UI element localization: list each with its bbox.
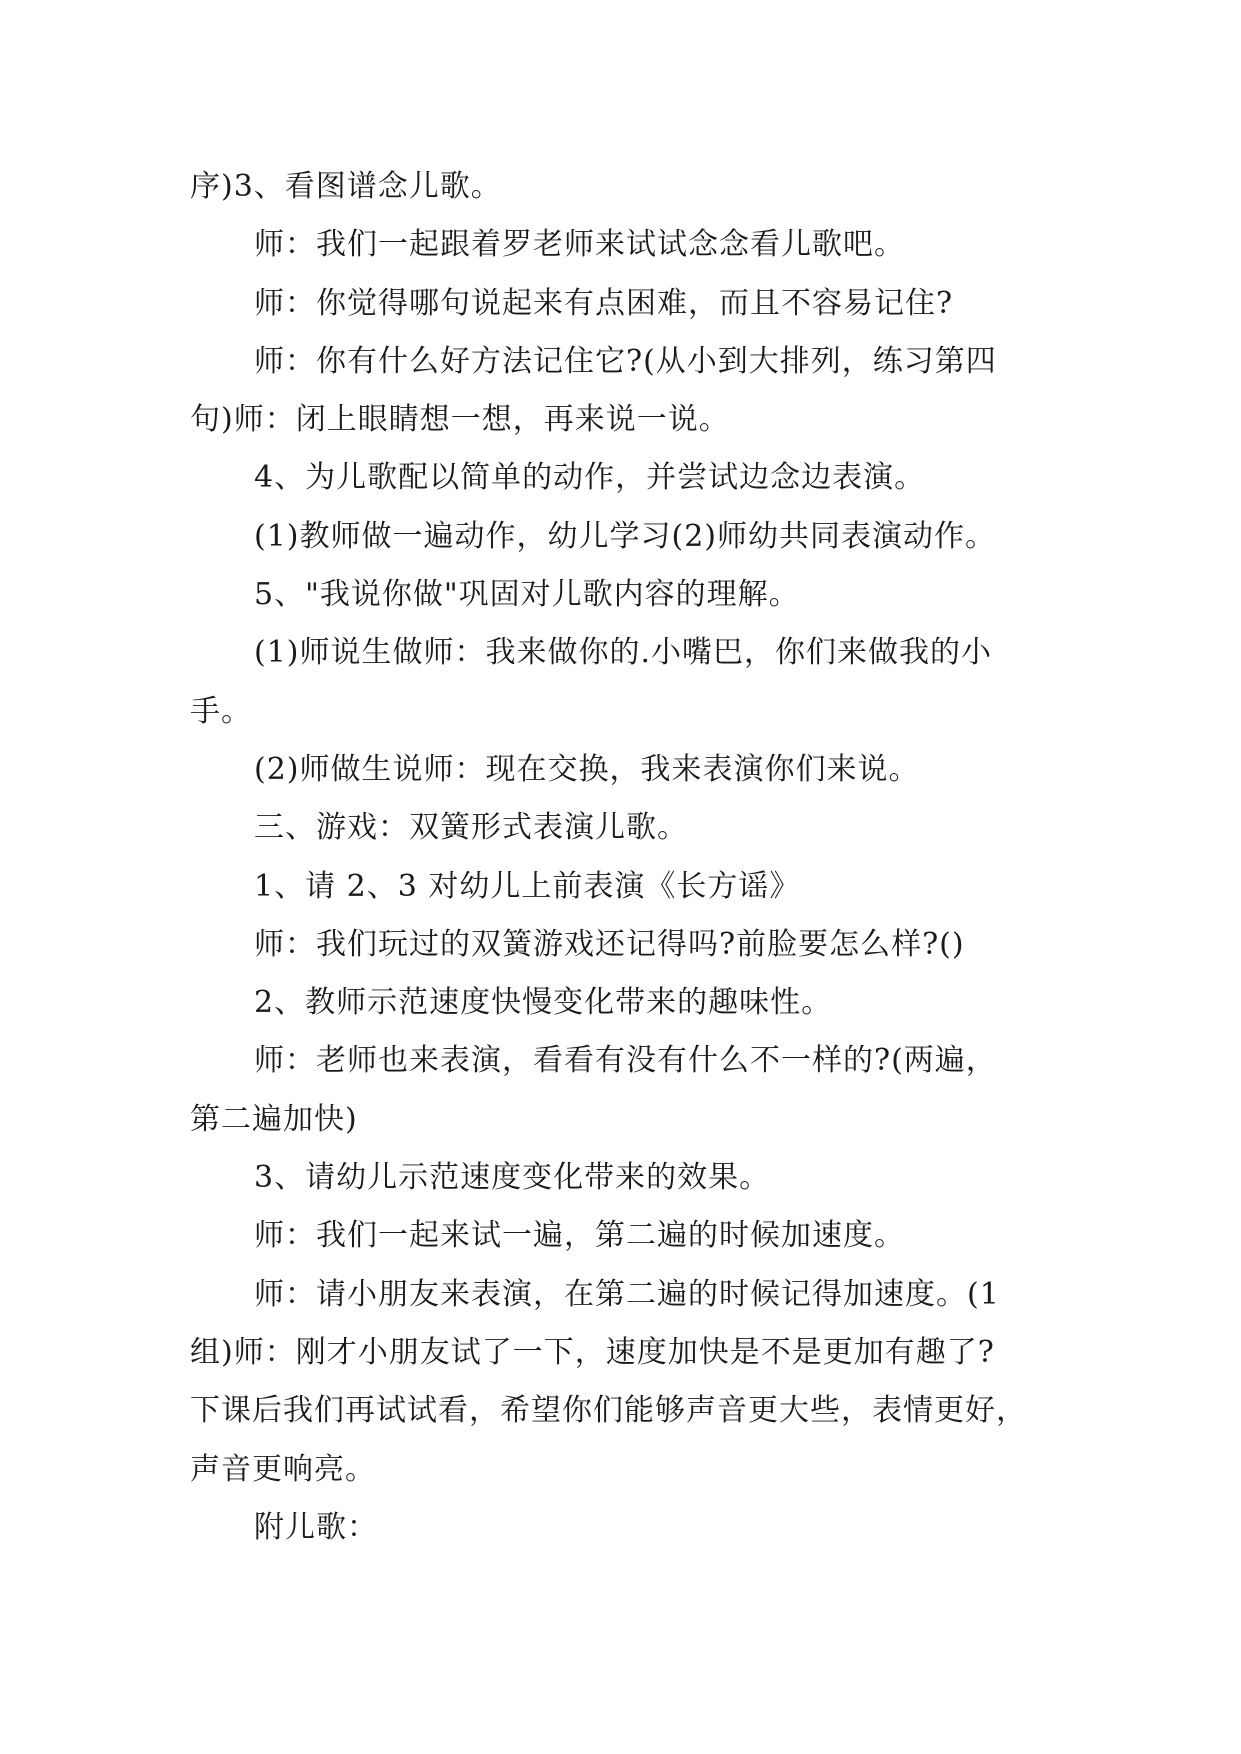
text-line: 5、"我说你做"巩固对儿歌内容的理解。 — [254, 577, 800, 613]
text-line: 三、游戏：双簧形式表演儿歌。 — [254, 810, 688, 846]
text-line: 句)师：闭上眼睛想一想，再来说一说。 — [190, 402, 730, 438]
text-line: (1)师说生做师：我来做你的.小嘴巴，你们来做我的小 — [254, 635, 993, 671]
document-body — [190, 158, 1070, 1557]
text-line: (1)教师做一遍动作，幼儿学习(2)师幼共同表演动作。 — [254, 518, 996, 554]
text-line: 附儿歌： — [254, 1509, 378, 1545]
text-line: 师：你有什么好方法记住它?(从小到大排列，练习第四 — [254, 343, 997, 379]
text-line: 组)师：刚才小朋友试了一下，速度加快是不是更加有趣了? — [190, 1334, 995, 1370]
text-line: 2、教师示范速度快慢变化带来的趣味性。 — [254, 985, 833, 1021]
text-line: 师：请小朋友来表演，在第二遍的时候记得加速度。(1 — [254, 1276, 1000, 1312]
text-line: 师：老师也来表演，看看有没有什么不一样的?(两遍， — [254, 1043, 997, 1079]
text-line: 手。 — [190, 693, 252, 729]
text-line: 序)3、看图谱念儿歌。 — [190, 169, 502, 204]
text-line: 师：我们玩过的双簧游戏还记得吗?前脸要怎么样?() — [254, 926, 965, 962]
text-line: 3、请幼儿示范速度变化带来的效果。 — [254, 1160, 771, 1196]
text-line: 4、为儿歌配以简单的动作，并尝试边念边表演。 — [254, 460, 926, 496]
text-line: 师：我们一起来试一遍，第二遍的时候加速度。 — [254, 1218, 905, 1254]
text-line: 下课后我们再试试看，希望你们能够声音更大些，表情更好， — [190, 1393, 1027, 1429]
text-line: 师：我们一起跟着罗老师来试试念念看儿歌吧。 — [254, 227, 905, 263]
text-line: 师：你觉得哪句说起来有点困难，而且不容易记住? — [254, 285, 954, 321]
text-line: 第二遍加快) — [190, 1101, 358, 1137]
text-line: (2)师做生说师：现在交换，我来表演你们来说。 — [254, 751, 920, 787]
text-line: 声音更响亮。 — [190, 1451, 376, 1487]
text-line: 1、请 2、3 对幼儿上前表演《长方谣》 — [254, 868, 801, 904]
